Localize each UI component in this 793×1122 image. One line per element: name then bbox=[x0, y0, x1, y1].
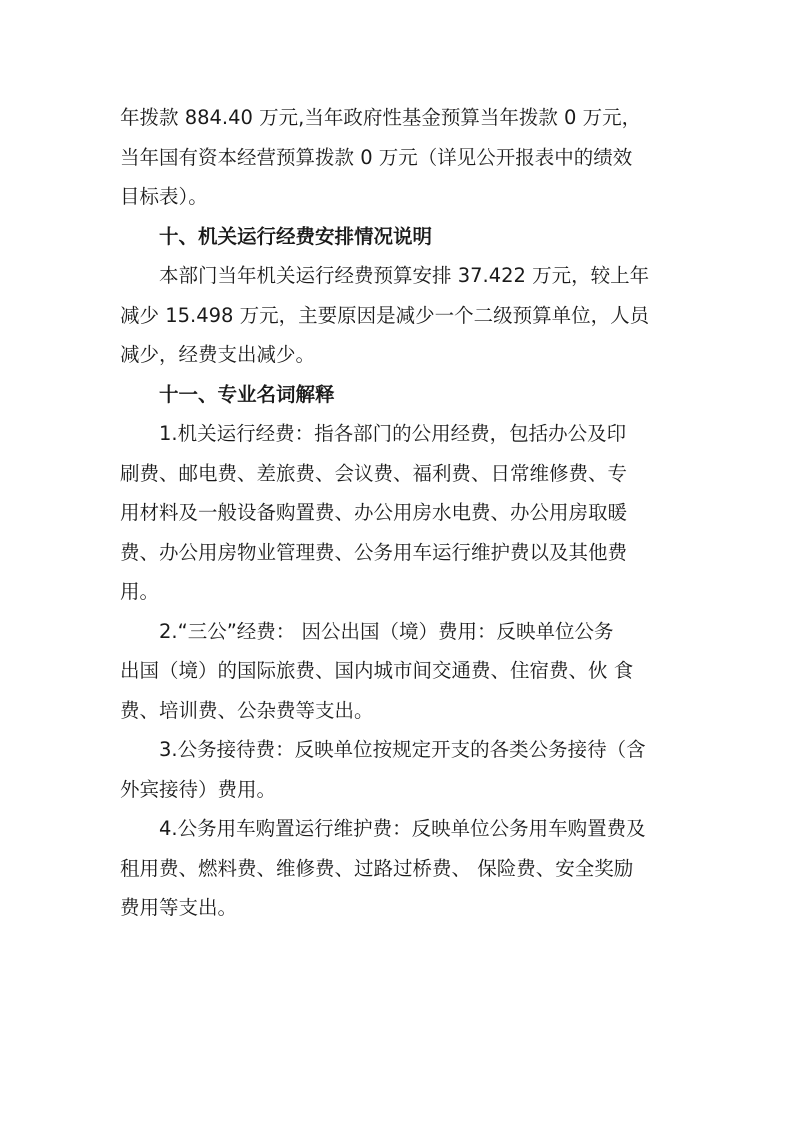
section-heading-11: 十一、专业名词解释 bbox=[159, 382, 335, 406]
paragraph-term-4 bbox=[120, 809, 680, 928]
paragraph-operating-funds bbox=[120, 256, 680, 375]
text-line: 本部门当年机关运行经费预算安排 37.422 万元，较上年 bbox=[159, 264, 650, 287]
text-line: 1.机关运行经费：指各部门的公用经费，包括办公及印 bbox=[159, 422, 627, 445]
text-line: 费、培训费、公杂费等支出。 bbox=[120, 698, 374, 722]
text-line: 租用费、燃料费、维修费、过路过桥费、 保险费、安全奖励 bbox=[120, 856, 634, 880]
text-line: 4.公务用车购置运行维护费：反映单位公务用车购置费及 bbox=[159, 817, 646, 840]
text-line: 年拨款 884.40 万元,当年政府性基金预算当年拨款 0 万元， bbox=[120, 106, 642, 129]
paragraph-term-2 bbox=[120, 612, 680, 731]
text-line: 当年国有资本经营预算拨款 0 万元（详见公开报表中的绩效 bbox=[120, 145, 633, 169]
text-line: 出国（境）的国际旅费、国内城市间交通费、住宿费、伙 食 bbox=[120, 659, 634, 682]
text-line: 减少，经费支出减少。 bbox=[120, 343, 316, 366]
text-line: 用材料及一般设备购置费、办公用房水电费、办公用房取暖 bbox=[120, 501, 628, 524]
text-line: 减少 15.498 万元，主要原因是减少一个二级预算单位，人员 bbox=[120, 303, 650, 327]
section-heading-10: 十、机关运行经费安排情况说明 bbox=[159, 224, 433, 248]
document-body bbox=[120, 98, 680, 928]
text-line: 目标表）。 bbox=[120, 185, 208, 208]
text-line: 费、办公用房物业管理费、公务用车运行维护费以及其他费 bbox=[120, 540, 628, 564]
paragraph-term-3 bbox=[120, 730, 680, 809]
text-line: 3.公务接待费：反映单位按规定开支的各类公务接待（含 bbox=[159, 738, 646, 761]
text-line: 用。 bbox=[120, 580, 160, 603]
text-line: 2.“三公”经费： 因公出国（境）费用：反映单位公务 bbox=[159, 619, 614, 643]
paragraph-budget-tail bbox=[120, 98, 680, 217]
text-line: 刷费、邮电费、差旅费、会议费、福利费、日常维修费、专 bbox=[120, 461, 628, 485]
text-line: 费用等支出。 bbox=[120, 896, 238, 919]
text-line: 外宾接待）费用。 bbox=[120, 777, 277, 801]
paragraph-term-1 bbox=[120, 414, 680, 612]
